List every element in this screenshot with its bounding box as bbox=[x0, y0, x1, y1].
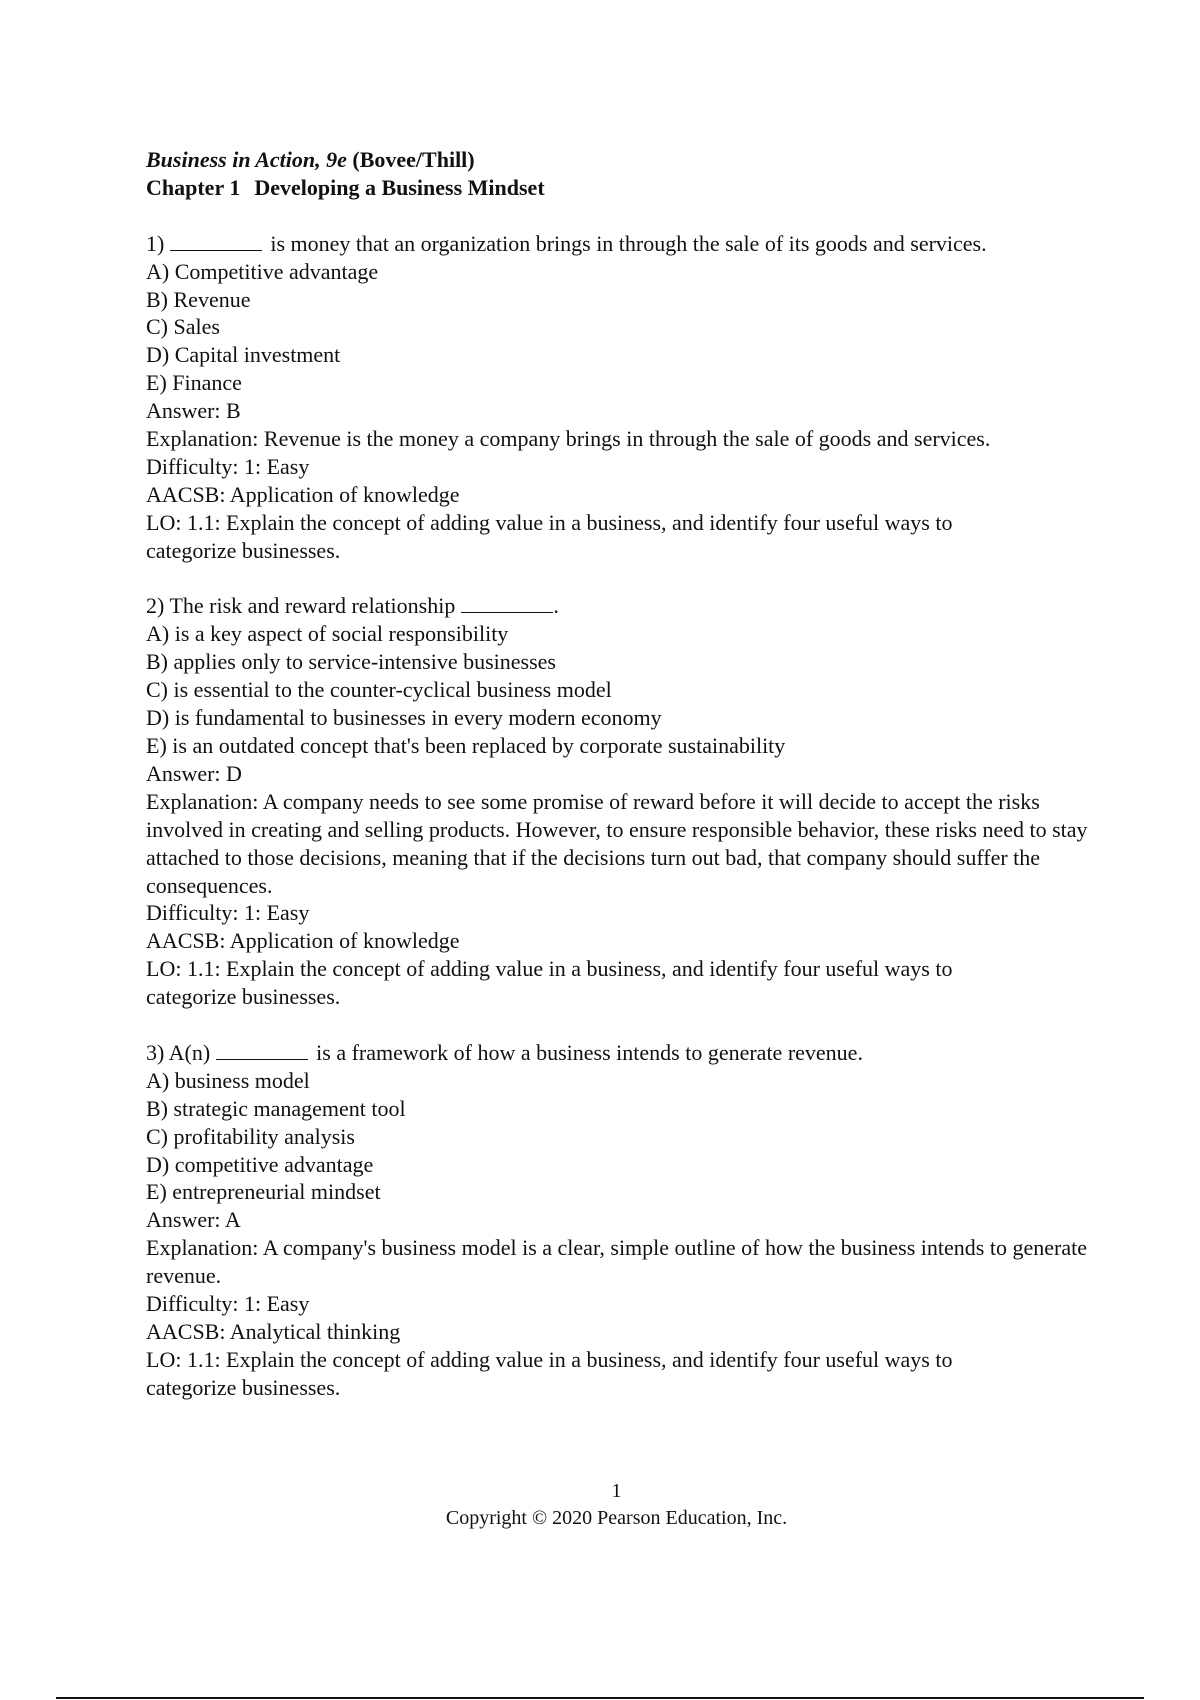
learning-objective: LO: 1.1: Explain the concept of adding value in a business, and identify four useful ways to categorize businesses. bbox=[146, 956, 953, 1010]
question-stem-end: is a framework of how a business intends to generate revenue. bbox=[316, 1039, 863, 1065]
question-stem bbox=[146, 592, 1106, 620]
book-authors: (Bovee/Thill) bbox=[352, 147, 475, 172]
option-a: A) business model bbox=[146, 1067, 310, 1093]
learning-objective: LO: 1.1: Explain the concept of adding value in a business, and identify four useful ways to categorize businesses. bbox=[146, 509, 953, 563]
option-c: C) Sales bbox=[146, 314, 220, 340]
question-2 bbox=[146, 592, 1106, 1011]
chapter-title: Developing a Business Mindset bbox=[254, 174, 545, 200]
chapter-label: Chapter 1 bbox=[146, 174, 241, 200]
explanation: Explanation: A company's business model is a clear, simple outline of how the business intends to generate revenue. bbox=[146, 1235, 1087, 1289]
option-a: A) is a key aspect of social responsibility bbox=[146, 621, 509, 647]
option-e: E) Finance bbox=[146, 370, 242, 396]
option-d: D) Capital investment bbox=[146, 342, 341, 368]
option-b: B) strategic management tool bbox=[146, 1095, 406, 1121]
option-d: D) competitive advantage bbox=[146, 1151, 374, 1177]
page-number: 1 bbox=[611, 1480, 622, 1502]
difficulty: Difficulty: 1: Easy bbox=[146, 453, 310, 479]
copyright-notice: Copyright © 2020 Pearson Education, Inc. bbox=[445, 1507, 788, 1529]
question-stem bbox=[146, 1039, 1106, 1067]
aacsb: AACSB: Analytical thinking bbox=[146, 1319, 401, 1345]
aacsb: AACSB: Application of knowledge bbox=[146, 928, 460, 954]
question-number: 3) bbox=[146, 1039, 165, 1065]
answer-blank bbox=[216, 1041, 308, 1060]
bottom-divider bbox=[56, 1697, 1144, 1699]
difficulty: Difficulty: 1: Easy bbox=[146, 1291, 310, 1317]
option-b: B) applies only to service-intensive businesses bbox=[146, 649, 556, 675]
question-stem-text: A(n) bbox=[168, 1039, 211, 1065]
explanation: Explanation: A company needs to see some promise of reward before it will decide to accept the risks involved in creating and selling products. However, to ensure responsible behavior, these risks need to stay attached to those decisions, meaning that if the decisions turn out bad, that company should suffer the consequences. bbox=[146, 788, 1088, 898]
question-1 bbox=[146, 230, 1106, 565]
question-number: 2) bbox=[146, 593, 165, 619]
option-e: E) is an outdated concept that's been replaced by corporate sustainability bbox=[146, 733, 786, 758]
answer-blank bbox=[461, 594, 553, 613]
question-stem-text: The risk and reward relationship bbox=[169, 593, 456, 619]
explanation: Explanation: Revenue is the money a company brings in through the sale of goods and services. bbox=[146, 426, 991, 452]
answer-line: Answer: B bbox=[146, 398, 241, 424]
page-content bbox=[146, 146, 1106, 1402]
aacsb: AACSB: Application of knowledge bbox=[146, 481, 460, 507]
option-b: B) Revenue bbox=[146, 286, 251, 312]
learning-objective: LO: 1.1: Explain the concept of adding value in a business, and identify four useful ways to categorize businesses. bbox=[146, 1346, 953, 1400]
option-a: A) Competitive advantage bbox=[146, 258, 379, 284]
difficulty: Difficulty: 1: Easy bbox=[146, 900, 310, 926]
option-e: E) entrepreneurial mindset bbox=[146, 1179, 381, 1205]
question-stem-end: . bbox=[553, 593, 559, 619]
answer-blank bbox=[170, 232, 262, 251]
question-stem bbox=[146, 230, 1106, 258]
answer-line: Answer: D bbox=[146, 760, 242, 786]
answer-line: Answer: A bbox=[146, 1207, 241, 1233]
option-c: C) is essential to the counter-cyclical business model bbox=[146, 677, 612, 703]
question-3 bbox=[146, 1039, 1106, 1402]
book-title: Business in Action, 9e bbox=[146, 147, 347, 172]
option-c: C) profitability analysis bbox=[146, 1123, 355, 1149]
option-d: D) is fundamental to businesses in every modern economy bbox=[146, 705, 662, 731]
question-stem-text: is money that an organization brings in through the sale of its goods and services. bbox=[270, 230, 987, 256]
chapter-header bbox=[146, 174, 1106, 202]
question-number: 1) bbox=[146, 230, 165, 256]
book-header bbox=[146, 146, 1106, 174]
